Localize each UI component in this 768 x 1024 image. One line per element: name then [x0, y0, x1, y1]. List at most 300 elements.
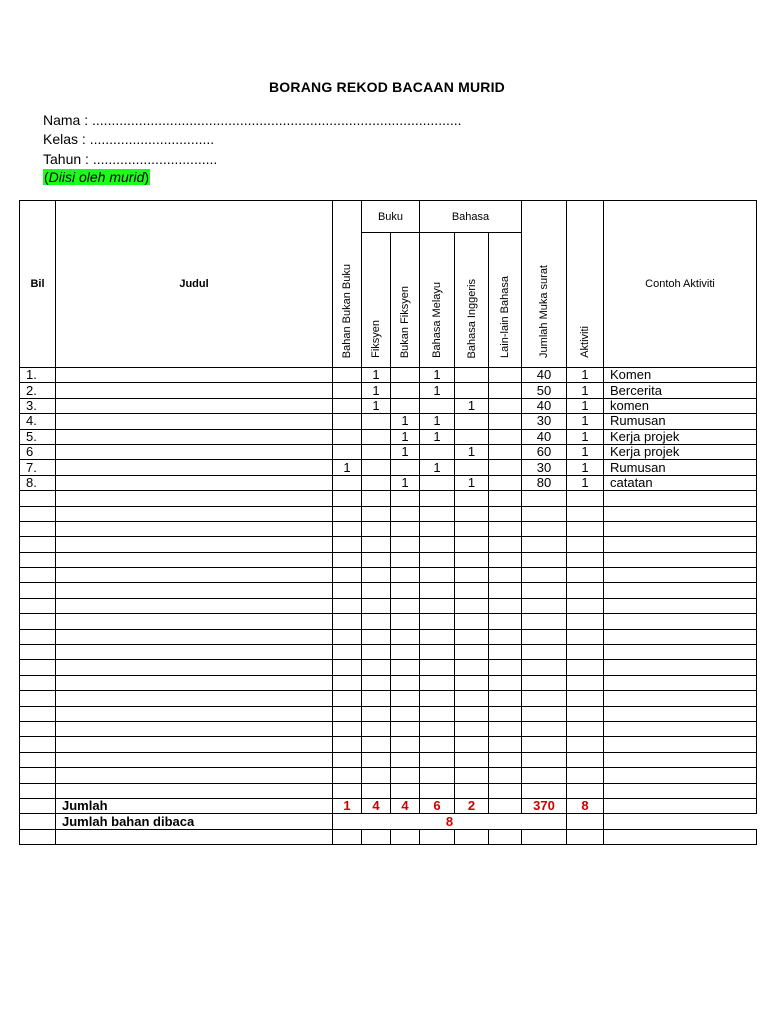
- empty-cell[interactable]: [567, 768, 604, 783]
- empty-cell[interactable]: [489, 721, 522, 736]
- cell-fik[interactable]: [362, 444, 391, 459]
- empty-cell[interactable]: [455, 629, 489, 644]
- empty-cell[interactable]: [567, 537, 604, 552]
- empty-cell[interactable]: [362, 752, 391, 767]
- empty-cell[interactable]: [604, 568, 757, 583]
- empty-cell[interactable]: [420, 752, 455, 767]
- empty-cell[interactable]: [391, 537, 420, 552]
- empty-cell[interactable]: [391, 829, 420, 844]
- cell-bbb[interactable]: [333, 444, 362, 459]
- empty-cell[interactable]: [489, 783, 522, 798]
- cell-bi[interactable]: 1: [455, 475, 489, 490]
- empty-cell[interactable]: [489, 829, 522, 844]
- empty-cell[interactable]: [362, 706, 391, 721]
- empty-cell[interactable]: [567, 752, 604, 767]
- cell-bm[interactable]: 1: [420, 368, 455, 383]
- empty-cell[interactable]: [391, 706, 420, 721]
- empty-cell[interactable]: [522, 721, 567, 736]
- empty-cell[interactable]: [420, 491, 455, 506]
- empty-cell[interactable]: [362, 660, 391, 675]
- empty-cell[interactable]: [455, 645, 489, 660]
- empty-cell[interactable]: [522, 691, 567, 706]
- empty-cell[interactable]: [604, 506, 757, 521]
- empty-cell[interactable]: [391, 491, 420, 506]
- cell-bfik[interactable]: [391, 368, 420, 383]
- empty-cell[interactable]: [489, 691, 522, 706]
- empty-cell[interactable]: [489, 583, 522, 598]
- empty-cell[interactable]: [20, 521, 56, 536]
- empty-cell[interactable]: [56, 506, 333, 521]
- empty-cell[interactable]: [604, 721, 757, 736]
- empty-cell[interactable]: [604, 552, 757, 567]
- empty-cell[interactable]: [391, 737, 420, 752]
- empty-cell[interactable]: [56, 660, 333, 675]
- empty-cell[interactable]: [20, 506, 56, 521]
- nama-field[interactable]: Nama : ...............................................................................................: [43, 112, 462, 128]
- cell-bfik[interactable]: 1: [391, 429, 420, 444]
- empty-cell[interactable]: [20, 491, 56, 506]
- empty-cell[interactable]: [489, 568, 522, 583]
- empty-cell[interactable]: [522, 768, 567, 783]
- empty-cell[interactable]: [56, 552, 333, 567]
- empty-cell[interactable]: [56, 768, 333, 783]
- empty-cell[interactable]: [20, 568, 56, 583]
- empty-cell[interactable]: [56, 675, 333, 690]
- empty-cell[interactable]: [56, 521, 333, 536]
- empty-cell[interactable]: [391, 721, 420, 736]
- empty-cell[interactable]: [522, 537, 567, 552]
- cell-contoh[interactable]: catatan: [604, 475, 757, 490]
- cell-contoh[interactable]: komen: [604, 398, 757, 413]
- cell-fik[interactable]: 1: [362, 383, 391, 398]
- cell-fik[interactable]: 1: [362, 398, 391, 413]
- empty-cell[interactable]: [604, 645, 757, 660]
- empty-cell[interactable]: [455, 506, 489, 521]
- empty-cell[interactable]: [333, 645, 362, 660]
- empty-cell[interactable]: [567, 568, 604, 583]
- empty-cell[interactable]: [362, 783, 391, 798]
- empty-cell[interactable]: [391, 752, 420, 767]
- cell-bbb[interactable]: [333, 475, 362, 490]
- empty-cell[interactable]: [420, 521, 455, 536]
- empty-cell[interactable]: [522, 506, 567, 521]
- empty-cell[interactable]: [489, 706, 522, 721]
- empty-cell[interactable]: [56, 537, 333, 552]
- cell-judul[interactable]: [56, 475, 333, 490]
- empty-cell[interactable]: [333, 737, 362, 752]
- empty-cell[interactable]: [489, 506, 522, 521]
- empty-cell[interactable]: [420, 675, 455, 690]
- empty-cell[interactable]: [362, 614, 391, 629]
- empty-cell[interactable]: [56, 568, 333, 583]
- cell-fik[interactable]: [362, 429, 391, 444]
- empty-cell[interactable]: [333, 721, 362, 736]
- empty-cell[interactable]: [420, 706, 455, 721]
- empty-cell[interactable]: [333, 752, 362, 767]
- cell-lain[interactable]: [489, 429, 522, 444]
- empty-cell[interactable]: [522, 706, 567, 721]
- empty-cell[interactable]: [420, 721, 455, 736]
- empty-cell[interactable]: [420, 552, 455, 567]
- empty-cell[interactable]: [362, 829, 391, 844]
- empty-cell[interactable]: [455, 783, 489, 798]
- cell-akt[interactable]: 1: [567, 368, 604, 383]
- empty-cell[interactable]: [455, 552, 489, 567]
- cell-judul[interactable]: [56, 460, 333, 475]
- empty-cell[interactable]: [420, 660, 455, 675]
- cell-lain[interactable]: [489, 444, 522, 459]
- empty-cell[interactable]: [391, 583, 420, 598]
- cell-muka[interactable]: 80: [522, 475, 567, 490]
- cell-lain[interactable]: [489, 475, 522, 490]
- empty-cell[interactable]: [420, 691, 455, 706]
- empty-cell[interactable]: [333, 829, 362, 844]
- empty-cell[interactable]: [455, 583, 489, 598]
- empty-cell[interactable]: [604, 829, 757, 844]
- empty-cell[interactable]: [391, 614, 420, 629]
- empty-cell[interactable]: [20, 706, 56, 721]
- empty-cell[interactable]: [455, 706, 489, 721]
- cell-contoh[interactable]: Rumusan: [604, 460, 757, 475]
- empty-cell[interactable]: [420, 568, 455, 583]
- empty-cell[interactable]: [391, 783, 420, 798]
- empty-cell[interactable]: [420, 629, 455, 644]
- cell-fik[interactable]: [362, 475, 391, 490]
- cell-bil[interactable]: 1.: [20, 368, 56, 383]
- cell-akt[interactable]: 1: [567, 414, 604, 429]
- empty-cell[interactable]: [56, 752, 333, 767]
- cell-bil[interactable]: 4.: [20, 414, 56, 429]
- empty-cell[interactable]: [604, 706, 757, 721]
- empty-cell[interactable]: [333, 506, 362, 521]
- empty-cell[interactable]: [391, 552, 420, 567]
- cell-bfik[interactable]: [391, 460, 420, 475]
- empty-cell[interactable]: [420, 583, 455, 598]
- empty-cell[interactable]: [455, 491, 489, 506]
- empty-cell[interactable]: [455, 537, 489, 552]
- empty-cell[interactable]: [362, 552, 391, 567]
- empty-cell[interactable]: [391, 521, 420, 536]
- empty-cell[interactable]: [333, 783, 362, 798]
- cell-contoh[interactable]: Komen: [604, 368, 757, 383]
- empty-cell[interactable]: [489, 521, 522, 536]
- empty-cell[interactable]: [604, 537, 757, 552]
- cell-muka[interactable]: 30: [522, 460, 567, 475]
- empty-cell[interactable]: [333, 706, 362, 721]
- empty-cell[interactable]: [522, 583, 567, 598]
- empty-cell[interactable]: [604, 675, 757, 690]
- cell-bfik[interactable]: 1: [391, 414, 420, 429]
- empty-cell[interactable]: [333, 614, 362, 629]
- empty-cell[interactable]: [455, 691, 489, 706]
- empty-cell[interactable]: [604, 737, 757, 752]
- empty-cell[interactable]: [333, 598, 362, 613]
- empty-cell[interactable]: [522, 568, 567, 583]
- cell-judul[interactable]: [56, 383, 333, 398]
- empty-cell[interactable]: [56, 737, 333, 752]
- empty-cell[interactable]: [522, 552, 567, 567]
- empty-cell[interactable]: [455, 660, 489, 675]
- cell-bfik[interactable]: [391, 383, 420, 398]
- cell-bil[interactable]: 6: [20, 444, 56, 459]
- empty-cell[interactable]: [489, 645, 522, 660]
- empty-cell[interactable]: [56, 629, 333, 644]
- empty-cell[interactable]: [362, 537, 391, 552]
- empty-cell[interactable]: [20, 645, 56, 660]
- empty-cell[interactable]: [522, 829, 567, 844]
- cell-bm[interactable]: 1: [420, 383, 455, 398]
- empty-cell[interactable]: [391, 645, 420, 660]
- empty-cell[interactable]: [20, 552, 56, 567]
- empty-cell[interactable]: [362, 737, 391, 752]
- empty-cell[interactable]: [604, 629, 757, 644]
- cell-akt[interactable]: 1: [567, 475, 604, 490]
- cell-fik[interactable]: [362, 460, 391, 475]
- empty-cell[interactable]: [604, 521, 757, 536]
- cell-contoh[interactable]: Rumusan: [604, 414, 757, 429]
- empty-cell[interactable]: [391, 598, 420, 613]
- empty-cell[interactable]: [391, 675, 420, 690]
- cell-bbb[interactable]: [333, 398, 362, 413]
- empty-cell[interactable]: [604, 583, 757, 598]
- empty-cell[interactable]: [333, 675, 362, 690]
- cell-bil[interactable]: 8.: [20, 475, 56, 490]
- empty-cell[interactable]: [604, 660, 757, 675]
- empty-cell[interactable]: [333, 521, 362, 536]
- empty-cell[interactable]: [420, 645, 455, 660]
- empty-cell[interactable]: [56, 645, 333, 660]
- cell-judul[interactable]: [56, 398, 333, 413]
- empty-cell[interactable]: [333, 768, 362, 783]
- cell-judul[interactable]: [56, 429, 333, 444]
- cell-muka[interactable]: 60: [522, 444, 567, 459]
- empty-cell[interactable]: [522, 783, 567, 798]
- cell-bfik[interactable]: 1: [391, 444, 420, 459]
- empty-cell[interactable]: [420, 783, 455, 798]
- empty-cell[interactable]: [362, 568, 391, 583]
- cell-bfik[interactable]: [391, 398, 420, 413]
- empty-cell[interactable]: [455, 752, 489, 767]
- empty-cell[interactable]: [567, 706, 604, 721]
- empty-cell[interactable]: [567, 598, 604, 613]
- empty-cell[interactable]: [56, 491, 333, 506]
- empty-cell[interactable]: [391, 506, 420, 521]
- empty-cell[interactable]: [489, 675, 522, 690]
- empty-cell[interactable]: [455, 521, 489, 536]
- empty-cell[interactable]: [20, 783, 56, 798]
- empty-cell[interactable]: [333, 552, 362, 567]
- empty-cell[interactable]: [567, 583, 604, 598]
- empty-cell[interactable]: [489, 660, 522, 675]
- empty-cell[interactable]: [455, 829, 489, 844]
- empty-cell[interactable]: [522, 737, 567, 752]
- cell-fik[interactable]: 1: [362, 368, 391, 383]
- empty-cell[interactable]: [420, 768, 455, 783]
- cell-bil[interactable]: 5.: [20, 429, 56, 444]
- empty-cell[interactable]: [391, 568, 420, 583]
- cell-bi[interactable]: [455, 383, 489, 398]
- empty-cell[interactable]: [455, 768, 489, 783]
- empty-cell[interactable]: [20, 675, 56, 690]
- cell-bbb[interactable]: [333, 368, 362, 383]
- empty-cell[interactable]: [56, 614, 333, 629]
- empty-cell[interactable]: [20, 721, 56, 736]
- empty-cell[interactable]: [56, 706, 333, 721]
- empty-cell[interactable]: [20, 829, 56, 844]
- empty-cell[interactable]: [604, 598, 757, 613]
- cell-akt[interactable]: 1: [567, 460, 604, 475]
- cell-bbb[interactable]: [333, 383, 362, 398]
- cell-bm[interactable]: 1: [420, 414, 455, 429]
- empty-cell[interactable]: [567, 645, 604, 660]
- empty-cell[interactable]: [56, 721, 333, 736]
- empty-cell[interactable]: [362, 691, 391, 706]
- empty-cell[interactable]: [567, 691, 604, 706]
- cell-lain[interactable]: [489, 460, 522, 475]
- empty-cell[interactable]: [20, 598, 56, 613]
- empty-cell[interactable]: [489, 552, 522, 567]
- kelas-field[interactable]: Kelas : ................................: [43, 131, 215, 147]
- cell-akt[interactable]: 1: [567, 444, 604, 459]
- cell-muka[interactable]: 40: [522, 368, 567, 383]
- empty-cell[interactable]: [420, 537, 455, 552]
- empty-cell[interactable]: [455, 568, 489, 583]
- cell-fik[interactable]: [362, 414, 391, 429]
- cell-bi[interactable]: [455, 414, 489, 429]
- empty-cell[interactable]: [522, 491, 567, 506]
- empty-cell[interactable]: [522, 521, 567, 536]
- empty-cell[interactable]: [567, 660, 604, 675]
- empty-cell[interactable]: [20, 537, 56, 552]
- empty-cell[interactable]: [20, 768, 56, 783]
- empty-cell[interactable]: [362, 675, 391, 690]
- empty-cell[interactable]: [333, 537, 362, 552]
- empty-cell[interactable]: [522, 660, 567, 675]
- empty-cell[interactable]: [489, 768, 522, 783]
- empty-cell[interactable]: [420, 598, 455, 613]
- empty-cell[interactable]: [20, 614, 56, 629]
- empty-cell[interactable]: [20, 752, 56, 767]
- empty-cell[interactable]: [420, 829, 455, 844]
- empty-cell[interactable]: [522, 598, 567, 613]
- empty-cell[interactable]: [455, 675, 489, 690]
- empty-cell[interactable]: [20, 691, 56, 706]
- empty-cell[interactable]: [489, 752, 522, 767]
- empty-cell[interactable]: [362, 768, 391, 783]
- empty-cell[interactable]: [56, 829, 333, 844]
- cell-contoh[interactable]: Kerja projek: [604, 444, 757, 459]
- empty-cell[interactable]: [20, 583, 56, 598]
- cell-contoh[interactable]: Kerja projek: [604, 429, 757, 444]
- empty-cell[interactable]: [567, 737, 604, 752]
- cell-akt[interactable]: 1: [567, 383, 604, 398]
- empty-cell[interactable]: [522, 645, 567, 660]
- cell-judul[interactable]: [56, 414, 333, 429]
- empty-cell[interactable]: [604, 768, 757, 783]
- cell-bm[interactable]: [420, 475, 455, 490]
- cell-bm[interactable]: [420, 444, 455, 459]
- empty-cell[interactable]: [489, 598, 522, 613]
- empty-cell[interactable]: [489, 537, 522, 552]
- empty-cell[interactable]: [489, 737, 522, 752]
- cell-lain[interactable]: [489, 368, 522, 383]
- empty-cell[interactable]: [604, 614, 757, 629]
- cell-bbb[interactable]: [333, 414, 362, 429]
- cell-bil[interactable]: 3.: [20, 398, 56, 413]
- empty-cell[interactable]: [333, 568, 362, 583]
- empty-cell[interactable]: [362, 491, 391, 506]
- empty-cell[interactable]: [420, 737, 455, 752]
- empty-cell[interactable]: [56, 583, 333, 598]
- empty-cell[interactable]: [604, 752, 757, 767]
- empty-cell[interactable]: [604, 491, 757, 506]
- cell-muka[interactable]: 40: [522, 429, 567, 444]
- empty-cell[interactable]: [20, 660, 56, 675]
- empty-cell[interactable]: [567, 721, 604, 736]
- empty-cell[interactable]: [333, 660, 362, 675]
- cell-bm[interactable]: 1: [420, 429, 455, 444]
- empty-cell[interactable]: [362, 629, 391, 644]
- empty-cell[interactable]: [20, 737, 56, 752]
- empty-cell[interactable]: [567, 491, 604, 506]
- empty-cell[interactable]: [455, 614, 489, 629]
- empty-cell[interactable]: [56, 598, 333, 613]
- empty-cell[interactable]: [391, 768, 420, 783]
- cell-bi[interactable]: 1: [455, 444, 489, 459]
- cell-akt[interactable]: 1: [567, 398, 604, 413]
- empty-cell[interactable]: [362, 506, 391, 521]
- empty-cell[interactable]: [522, 675, 567, 690]
- empty-cell[interactable]: [489, 491, 522, 506]
- empty-cell[interactable]: [420, 614, 455, 629]
- empty-cell[interactable]: [455, 721, 489, 736]
- empty-cell[interactable]: [567, 783, 604, 798]
- empty-cell[interactable]: [604, 691, 757, 706]
- empty-cell[interactable]: [362, 598, 391, 613]
- cell-bm[interactable]: [420, 398, 455, 413]
- tahun-field[interactable]: Tahun : ................................: [43, 151, 218, 167]
- empty-cell[interactable]: [567, 521, 604, 536]
- empty-cell[interactable]: [56, 691, 333, 706]
- cell-bfik[interactable]: 1: [391, 475, 420, 490]
- empty-cell[interactable]: [420, 506, 455, 521]
- cell-bi[interactable]: [455, 429, 489, 444]
- empty-cell[interactable]: [567, 506, 604, 521]
- empty-cell[interactable]: [489, 629, 522, 644]
- empty-cell[interactable]: [567, 829, 604, 844]
- empty-cell[interactable]: [567, 629, 604, 644]
- empty-cell[interactable]: [455, 737, 489, 752]
- cell-bil[interactable]: 7.: [20, 460, 56, 475]
- cell-bi[interactable]: [455, 368, 489, 383]
- empty-cell[interactable]: [391, 691, 420, 706]
- empty-cell[interactable]: [489, 614, 522, 629]
- empty-cell[interactable]: [333, 491, 362, 506]
- empty-cell[interactable]: [567, 675, 604, 690]
- empty-cell[interactable]: [391, 629, 420, 644]
- cell-bil[interactable]: 2.: [20, 383, 56, 398]
- cell-akt[interactable]: 1: [567, 429, 604, 444]
- cell-bbb[interactable]: [333, 429, 362, 444]
- empty-cell[interactable]: [362, 583, 391, 598]
- empty-cell[interactable]: [455, 598, 489, 613]
- empty-cell[interactable]: [333, 691, 362, 706]
- cell-bm[interactable]: 1: [420, 460, 455, 475]
- empty-cell[interactable]: [604, 783, 757, 798]
- empty-cell[interactable]: [333, 583, 362, 598]
- cell-judul[interactable]: [56, 368, 333, 383]
- empty-cell[interactable]: [391, 660, 420, 675]
